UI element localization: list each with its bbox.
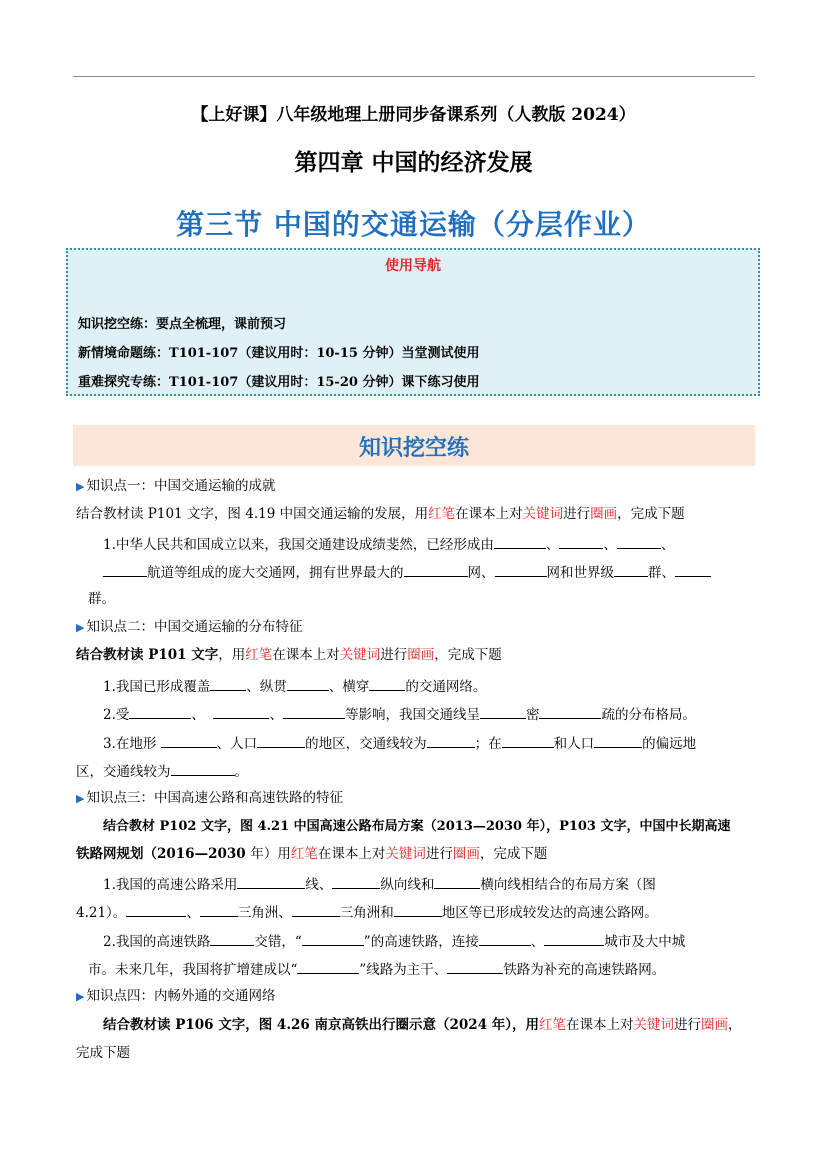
- text-fragment: 横向线相结合的布局方案（图: [480, 877, 656, 893]
- text-fragment: ”的高速铁路，连接: [363, 934, 479, 950]
- kp4-intro-line1: [103, 1016, 742, 1034]
- text-fragment: 进行: [380, 647, 408, 663]
- text-fragment: 等影响，我国交通线呈: [344, 707, 480, 723]
- text-fragment: 、: [269, 707, 283, 723]
- fill-blank[interactable]: [394, 902, 442, 917]
- guide-line-1: 知识挖空练：要点全梳理，课前预习: [78, 317, 287, 332]
- kp3-intro-line1: 结合教材 P102 文字，图 4.21 中国高速公路布局方案（2013—2030 年），P103 文字，中国中长期高速: [103, 819, 731, 834]
- text-fragment: 年）用: [250, 846, 291, 862]
- text-fragment: ，完成下题: [479, 846, 548, 862]
- circle-text: 圈画: [701, 1017, 729, 1033]
- keyword-text: 关键词: [339, 647, 381, 663]
- series-title: 【上好课】八年级地理上册同步备课系列（人教版 2024）: [191, 105, 636, 125]
- fill-blank[interactable]: [404, 562, 468, 577]
- kp2-q3-line1: [103, 733, 696, 753]
- text-fragment: 地区等已形成较发达的高速公路网。: [441, 905, 658, 921]
- text-fragment: 在课本上对: [455, 506, 523, 522]
- fill-blank[interactable]: [287, 676, 329, 691]
- text-fragment: 1.我国的高速公路采用: [103, 877, 238, 893]
- exercise-banner: [73, 425, 755, 466]
- text-fragment: 密: [525, 707, 540, 723]
- text-fragment: 在课本上对: [566, 1017, 634, 1033]
- fill-blank[interactable]: [292, 902, 340, 917]
- chapter-title: 第四章 中国的经济发展: [294, 150, 533, 176]
- fill-blank[interactable]: [200, 902, 238, 917]
- fill-blank[interactable]: [332, 874, 380, 889]
- kp4-heading: [76, 987, 275, 1006]
- kp3-intro-line2: [76, 845, 547, 863]
- text-fragment: 进行: [425, 846, 453, 862]
- kp1-title: 知识点一：中国交通运输的成就: [86, 478, 276, 494]
- text-fragment: 的地区，交通线较为: [305, 736, 427, 752]
- circle-text: 圈画: [407, 647, 435, 663]
- kp2-q2: [103, 704, 696, 724]
- text-fragment: ；在: [474, 736, 502, 752]
- fill-blank[interactable]: [213, 704, 269, 719]
- text-fragment: 区，交通线较为: [76, 764, 171, 780]
- text-fragment: ，用: [218, 647, 246, 663]
- text-fragment: 进行: [563, 506, 591, 522]
- text-fragment: 、: [530, 934, 545, 950]
- triangle-bullet-icon: ▶: [76, 480, 85, 493]
- fill-blank[interactable]: [495, 562, 547, 577]
- text-fragment: 网和世界级: [546, 565, 614, 581]
- circle-text: 圈画: [590, 506, 618, 522]
- keyword-text: 关键词: [633, 1017, 675, 1033]
- fill-blank[interactable]: [544, 931, 604, 946]
- kp3-q2-line1: [103, 931, 685, 951]
- guide-line-2: 新情境命题练：T101-107（建议用时：10-15 分钟）当堂测试使用: [78, 346, 480, 361]
- fill-blank[interactable]: [614, 562, 648, 577]
- text-fragment: 、: [545, 537, 560, 553]
- fill-blank[interactable]: [502, 733, 554, 748]
- kp3-q1-line2: [76, 902, 658, 922]
- fill-blank[interactable]: [480, 704, 526, 719]
- usage-guide-box: [66, 248, 760, 396]
- fill-blank[interactable]: [369, 676, 405, 691]
- text-fragment: 。: [234, 764, 248, 780]
- text-fragment: 、人口: [216, 736, 258, 752]
- kp1-q1-line2: [103, 562, 711, 582]
- text-fragment: 3.在地形: [103, 736, 161, 752]
- guide-title: 使用导航: [385, 258, 441, 274]
- top-divider: [73, 76, 755, 77]
- fill-blank[interactable]: [427, 733, 475, 748]
- kp1-heading: [76, 477, 275, 496]
- text-fragment: 结合教材读 P101 文字: [76, 647, 219, 663]
- fill-blank[interactable]: [675, 562, 711, 577]
- kp1-q1-line1: [103, 534, 674, 554]
- kp2-heading: [76, 618, 302, 637]
- red-pen-text: 红笔: [290, 846, 318, 862]
- kp1-intro: [76, 505, 685, 523]
- kp1-intro-text: 结合教材读 P101 文字，图 4.19 中国交通运输的发展，用: [76, 506, 429, 522]
- text-fragment: 线、: [305, 877, 333, 893]
- fill-blank[interactable]: [559, 534, 603, 549]
- fill-blank[interactable]: [302, 931, 364, 946]
- text-fragment: 航道等组成的庞大交通网，拥有世界最大的: [147, 565, 404, 581]
- text-fragment: ”线路为主干、: [359, 962, 448, 978]
- keyword-text: 关键词: [385, 846, 426, 862]
- red-pen-text: 红笔: [539, 1017, 567, 1033]
- kp2-q1: [103, 676, 486, 696]
- fill-blank[interactable]: [103, 562, 147, 577]
- kp4-title: 知识点四：内畅外通的交通网络: [86, 988, 276, 1004]
- red-pen-text: 红笔: [428, 506, 456, 522]
- text-fragment: 在课本上对: [272, 647, 340, 663]
- red-pen-text: 红笔: [245, 647, 273, 663]
- fill-blank[interactable]: [434, 874, 480, 889]
- text-fragment: 在课本上对: [317, 846, 386, 862]
- text-fragment: 、: [660, 537, 675, 553]
- text-fragment: 、: [603, 537, 617, 553]
- kp3-q1-line1: [103, 874, 656, 894]
- guide-line-3: 重难探究专练：T101-107（建议用时：15-20 分钟）课下练习使用: [78, 375, 480, 390]
- comma-text: ，: [728, 1017, 742, 1033]
- text-fragment: 、: [186, 905, 200, 921]
- text-fragment: 铁路为补充的高速铁路网。: [503, 962, 666, 978]
- text-fragment: 的交通网络。: [405, 679, 487, 695]
- fill-blank[interactable]: [237, 874, 305, 889]
- text-fragment: 的偏远地: [642, 736, 697, 752]
- keyword-text: 关键词: [522, 506, 564, 522]
- fill-blank[interactable]: [257, 733, 305, 748]
- text-fragment: 2.受: [103, 707, 130, 723]
- fill-blank[interactable]: [617, 534, 661, 549]
- fill-blank[interactable]: [494, 534, 546, 549]
- fill-blank[interactable]: [210, 931, 254, 946]
- fill-blank[interactable]: [283, 704, 345, 719]
- text-fragment: 1.中华人民共和国成立以来，我国交通建设成绩斐然，已经形成由: [103, 537, 494, 553]
- fill-blank[interactable]: [210, 676, 246, 691]
- fill-blank[interactable]: [129, 704, 191, 719]
- section-title: 第三节 中国的交通运输（分层作业）: [176, 208, 651, 241]
- text-fragment: 、横穿: [328, 679, 370, 695]
- banner-title: 知识挖空练: [358, 436, 469, 461]
- kp4-intro-line2: 完成下题: [76, 1045, 130, 1061]
- kp3-heading: [76, 789, 343, 808]
- text-fragment: 1.我国已形成覆盖: [103, 679, 211, 695]
- text-fragment: 和人口: [553, 736, 595, 752]
- text-fragment: 市。未来几年，我国将扩增建成以“: [88, 962, 298, 978]
- text-fragment: 铁路网规划（2016—2030: [76, 846, 251, 862]
- kp3-title: 知识点三：中国高速公路和高速铁路的特征: [86, 790, 343, 806]
- text-fragment: ，完成下题: [617, 506, 685, 522]
- triangle-bullet-icon: ▶: [76, 990, 85, 1003]
- text-fragment: 4.21）。: [76, 905, 127, 921]
- triangle-bullet-icon: ▶: [76, 792, 85, 805]
- text-fragment: 2.我国的高速铁路: [103, 934, 211, 950]
- text-fragment: 、: [191, 707, 205, 723]
- fill-blank[interactable]: [171, 761, 235, 776]
- text-fragment: 城市及大中城: [604, 934, 686, 950]
- text-fragment: 群、: [648, 565, 675, 581]
- text-fragment: 交错，“: [254, 934, 302, 950]
- fill-blank[interactable]: [297, 959, 359, 974]
- kp1-q1-line3: 群。: [88, 591, 115, 607]
- fill-blank[interactable]: [479, 931, 531, 946]
- text-fragment: 网、: [467, 565, 495, 581]
- kp2-q3-line2: [76, 761, 248, 781]
- text-fragment: 三角洲、: [237, 905, 292, 921]
- kp2-title: 知识点二：中国交通运输的分布特征: [86, 619, 303, 635]
- fill-blank[interactable]: [126, 902, 186, 917]
- fill-blank[interactable]: [594, 733, 642, 748]
- fill-blank[interactable]: [539, 704, 601, 719]
- fill-blank[interactable]: [161, 733, 217, 748]
- triangle-bullet-icon: ▶: [76, 621, 85, 634]
- text-fragment: 疏的分布格局。: [601, 707, 696, 723]
- circle-text: 圈画: [452, 846, 480, 862]
- fill-blank[interactable]: [447, 959, 503, 974]
- text-fragment: 纵向线和: [380, 877, 435, 893]
- text-fragment: 三角洲和: [339, 905, 394, 921]
- kp3-q2-line2: [88, 959, 665, 979]
- kp2-intro: [76, 646, 502, 664]
- text-fragment: 进行: [674, 1017, 702, 1033]
- text-fragment: ，完成下题: [434, 647, 502, 663]
- text-fragment: 结合教材读 P106 文字，图 4.26 南京高铁出行圈示意（2024 年），用: [103, 1017, 540, 1033]
- text-fragment: 、纵贯: [246, 679, 287, 695]
